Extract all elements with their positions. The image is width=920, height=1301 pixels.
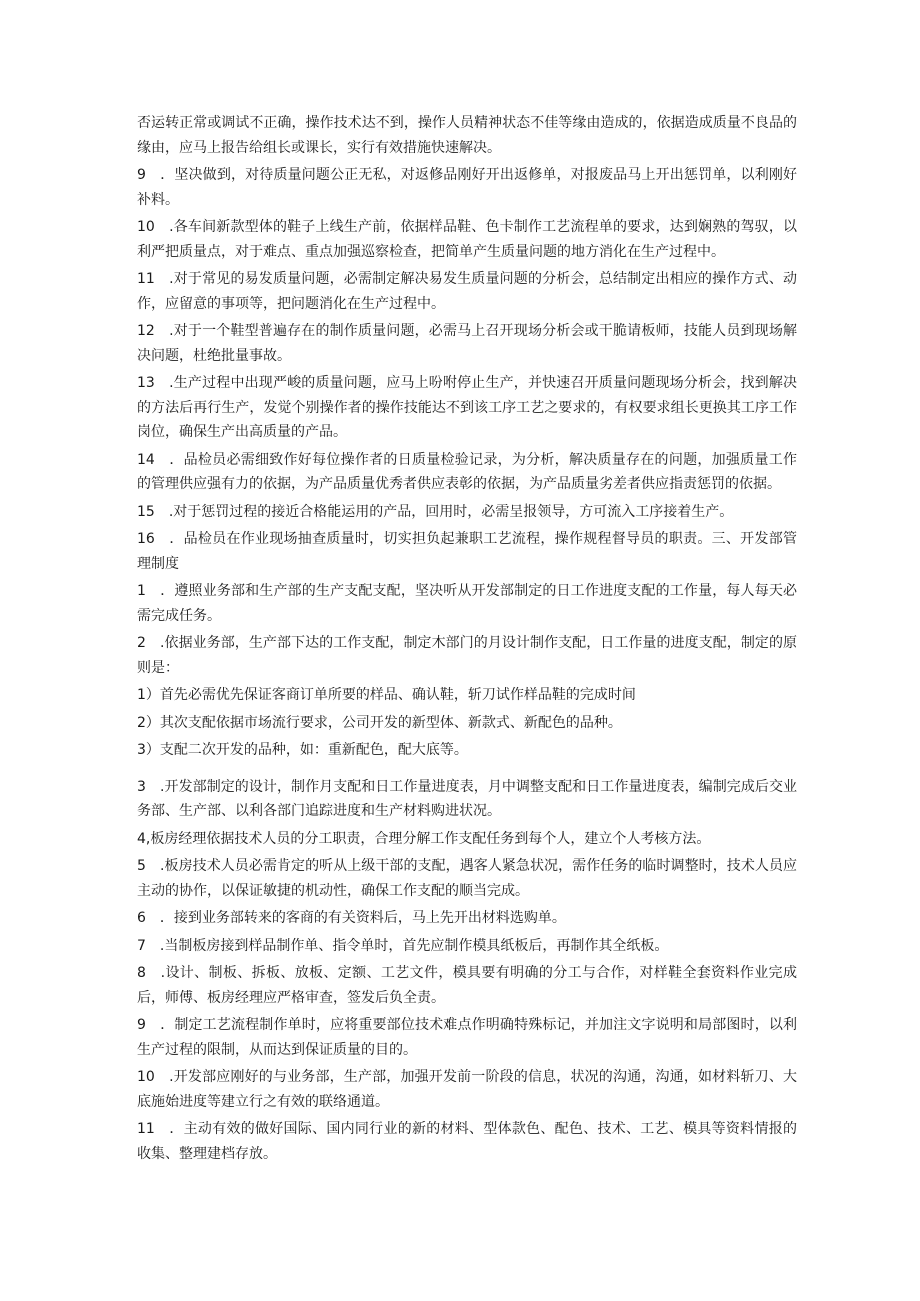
- paragraph-dev-item-6: 6 ．接到业务部转来的客商的有关资料后，马上先开出材料选购单。: [137, 910, 566, 926]
- paragraph-item-10: 10 .各车间新款型体的鞋子上线生产前，依据样品鞋、色卡制作工艺流程单的要求，达到娴熟的驾驭，以利严把质量点，对于难点、重点加强巡察检查，把简单产生质量问题的地方消化在生产过程中。: [137, 219, 797, 260]
- paragraph-dev-item-11: 11 ．主动有效的做好国际、国内同行业的新的材料、型体款色、配色、技术、工艺、模具等资料情报的收集、整理建档存放。: [137, 1121, 797, 1162]
- paragraph-dev-item-4: 4,板房经理依据技术人员的分工职责，合理分解工作支配任务到每个人，建立个人考核方法。: [137, 830, 711, 847]
- paragraph-sub-item-2: 2）其次支配依据市场流行要求，公司开发的新型体、新款式、新配色的品种。: [137, 714, 622, 731]
- paragraph-item-12: 12 .对于一个鞋型普遍存在的制作质量问题，必需马上召开现场分析会或干脆请板师，技能人员到现场解决问题，杜绝批量事故。: [137, 323, 797, 364]
- document-body: [137, 111, 797, 1169]
- paragraph-dev-item-2: 2 .依据业务部，生产部下达的工作支配，制定木部门的月设计制作支配，日工作量的进度支配，制定的原则是：: [137, 635, 797, 676]
- paragraph-item-13: 13 .生产过程中出现严峻的质量问题，应马上吩咐停止生产，并快速召开质量问题现场分析会，找到解决的方法后再行生产，发觉个别操作者的操作技能达不到该工序工艺之要求的，有权要求组长更换其工序工作岗位，确保生产出高质量的产品。: [137, 375, 797, 440]
- paragraph-sub-item-1: 1）首先必需优先保证客商订单所要的样品、确认鞋，斩刀试作样品鞋的完成时间: [137, 687, 636, 703]
- paragraph-item-15: 15 .对于惩罚过程的接近合格能运用的产品，回用时，必需呈报领导，方可流入工序接着生产。: [137, 503, 734, 520]
- paragraph-dev-item-9: 9 ．制定工艺流程制作单时，应将重要部位技术难点作明确特殊标记，并加注文字说明和局部图时，以利生产过程的限制，从而达到保证质量的目的。: [137, 1017, 797, 1058]
- paragraph-dev-item-5: 5 .板房技术人员必需肯定的听从上级干部的支配，遇客人紧急状况，需作任务的临时调整时，技术人员应主动的协作，以保证敏捷的机动性，确保工作支配的顺当完成。: [137, 858, 797, 899]
- paragraph-item-11: 11 .对于常见的易发质量问题，必需制定解决易发生质量问题的分析会，总结制定出相应的操作方式、动作，应留意的事项等，把问题消化在生产过程中。: [137, 271, 797, 312]
- paragraph-item-16: 16 ．品检员在作业现场抽查质量时，切实担负起兼职工艺流程，操作规程督导员的职责。三、开发部管理制度: [137, 531, 797, 572]
- paragraph-dev-item-8: 8 .设计、制板、拆板、放板、定额、工艺文件，模具要有明确的分工与合作，对样鞋全套资料作业完成后，师傅、板房经理应严格审查，签发后负全责。: [137, 965, 797, 1006]
- paragraph-sub-item-3: 3）支配二次开发的品种，如：重新配色，配大底等。: [137, 742, 468, 758]
- paragraph-dev-item-7: 7 .当制板房接到样品制作单、指令单时，首先应制作模具纸板后，再制作其全纸板。: [137, 937, 669, 954]
- paragraph-item-9: 9 ．坚决做到，对待质量问题公正无私，对返修品刚好开出返修单，对报废品马上开出惩罚单，以利刚好补料。: [137, 167, 797, 208]
- paragraph-item-14: 14 ．品检员必需细致作好每位操作者的日质量检验记录，为分析，解决质量存在的问题，加强质量工作的管理供应强有力的依据，为产品质量优秀者供应表彰的依据，为产品质量劣差者供应指责惩罚的依据。: [137, 451, 797, 492]
- paragraph-dev-item-10: 10 .开发部应刚好的与业务部，生产部，加强开发前一阶段的信息，状况的沟通，沟通，如材料斩刀、大底施始进度等建立行之有效的联络通道。: [137, 1069, 797, 1110]
- paragraph-continuation: 否运转正常或调试不正确，操作技术达不到，操作人员精神状态不佳等缘由造成的，依据造成质量不良品的缘由，应马上报告给组长或课长，实行有效措施快速解决。: [137, 115, 797, 156]
- paragraph-dev-item-1: 1 ．遵照业务部和生产部的生产支配支配，坚决听从开发部制定的日工作进度支配的工作量，每人每天必需完成任务。: [137, 583, 797, 624]
- paragraph-dev-item-3: 3 .开发部制定的设计，制作月支配和日工作量进度表，月中调整支配和日工作量进度表，编制完成后交业务部、生产部、以利各部门追踪进度和生产材料购进状况。: [137, 778, 797, 819]
